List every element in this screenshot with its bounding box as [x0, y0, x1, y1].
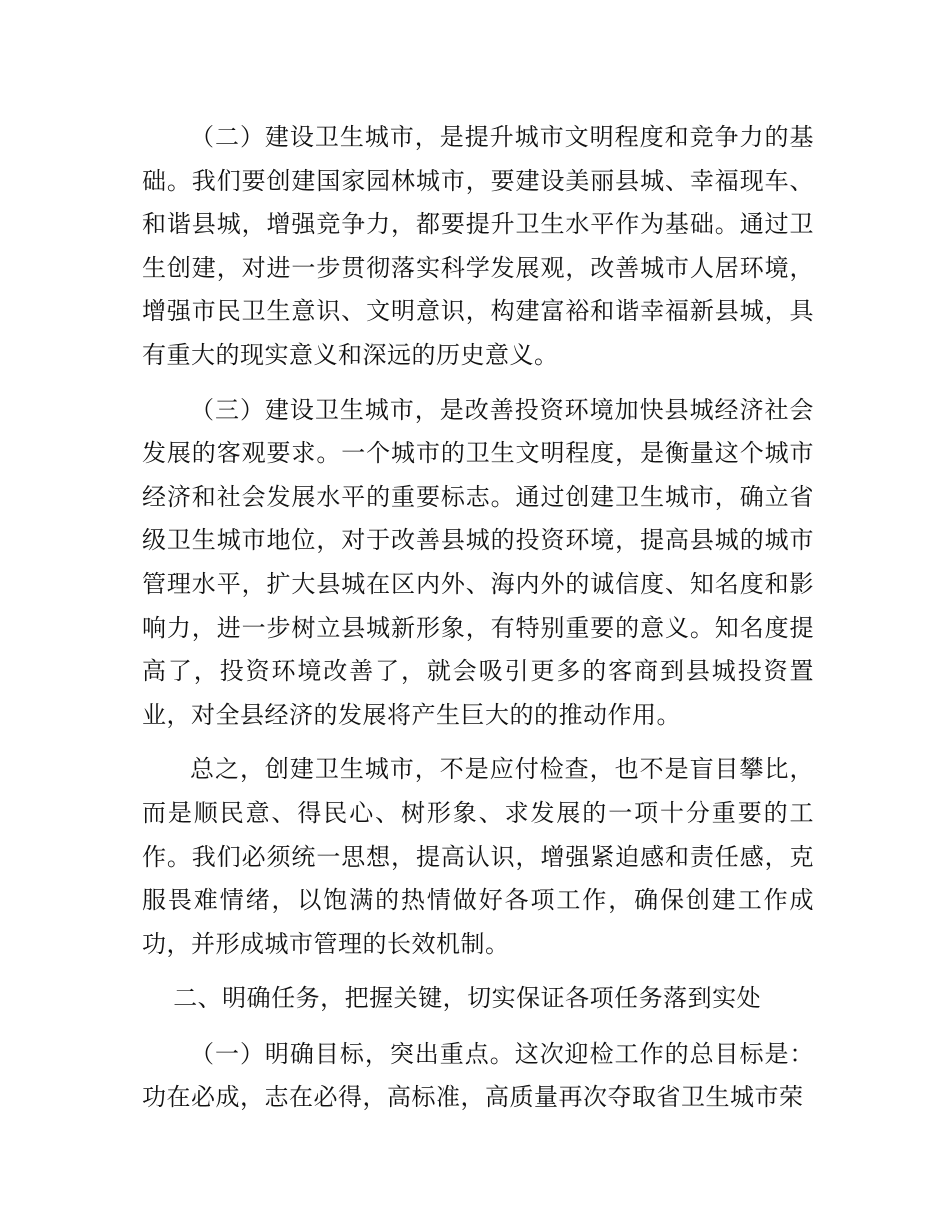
section-heading-2: 二、明确任务，把握关键，切实保证各项任务落到实处: [173, 984, 762, 1013]
paragraph-section-2: （二）建设卫生城市，是提升城市文明程度和竞争力的基础。我们要创建国家园林城市，要建设美丽县城、幸福现车、和谐县城，增强竞争力，都要提升卫生水平作为基础。通过卫生创建，对进一步贯彻落实科学发展观，改善城市人居环境，增强市民卫生意识、文明意识，构建富裕和谐幸福新县城，具有重大的现实意义和深远的历史意义。: [142, 123, 814, 369]
paragraph-section-3: （三）建设卫生城市，是改善投资环境加快县城经济社会发展的客观要求。一个城市的卫生文明程度，是衡量这个城市经济和社会发展水平的重要标志。通过创建卫生城市，确立省级卫生城市地位，对于改善县城的投资环境，提高县城的城市管理水平，扩大县城在区内外、海内外的诚信度、知名度和影响力，进一步树立县城新形象，有特别重要的意义。知名度提高了，投资环境改善了，就会吸引更多的客商到县城投资置业，对全县经济的发展将产生巨大的的推动作用。: [142, 395, 814, 729]
paragraph-goal: （一）明确目标，突出重点。这次迎检工作的总目标是：功在必成，志在必得，高标准，高质量再次夺取省卫生城市荣: [142, 1039, 814, 1112]
document-body: [142, 116, 814, 1131]
paragraph-summary: 总之，创建卫生城市，不是应付检查，也不是盲目攀比，而是顺民意、得民心、树形象、求发展的一项十分重要的工作。我们必须统一思想，提高认识，增强紧迫感和责任感，克服畏难情绪，以饱满的热情做好各项工作，确保创建工作成功，并形成城市管理的长效机制。: [142, 755, 814, 958]
